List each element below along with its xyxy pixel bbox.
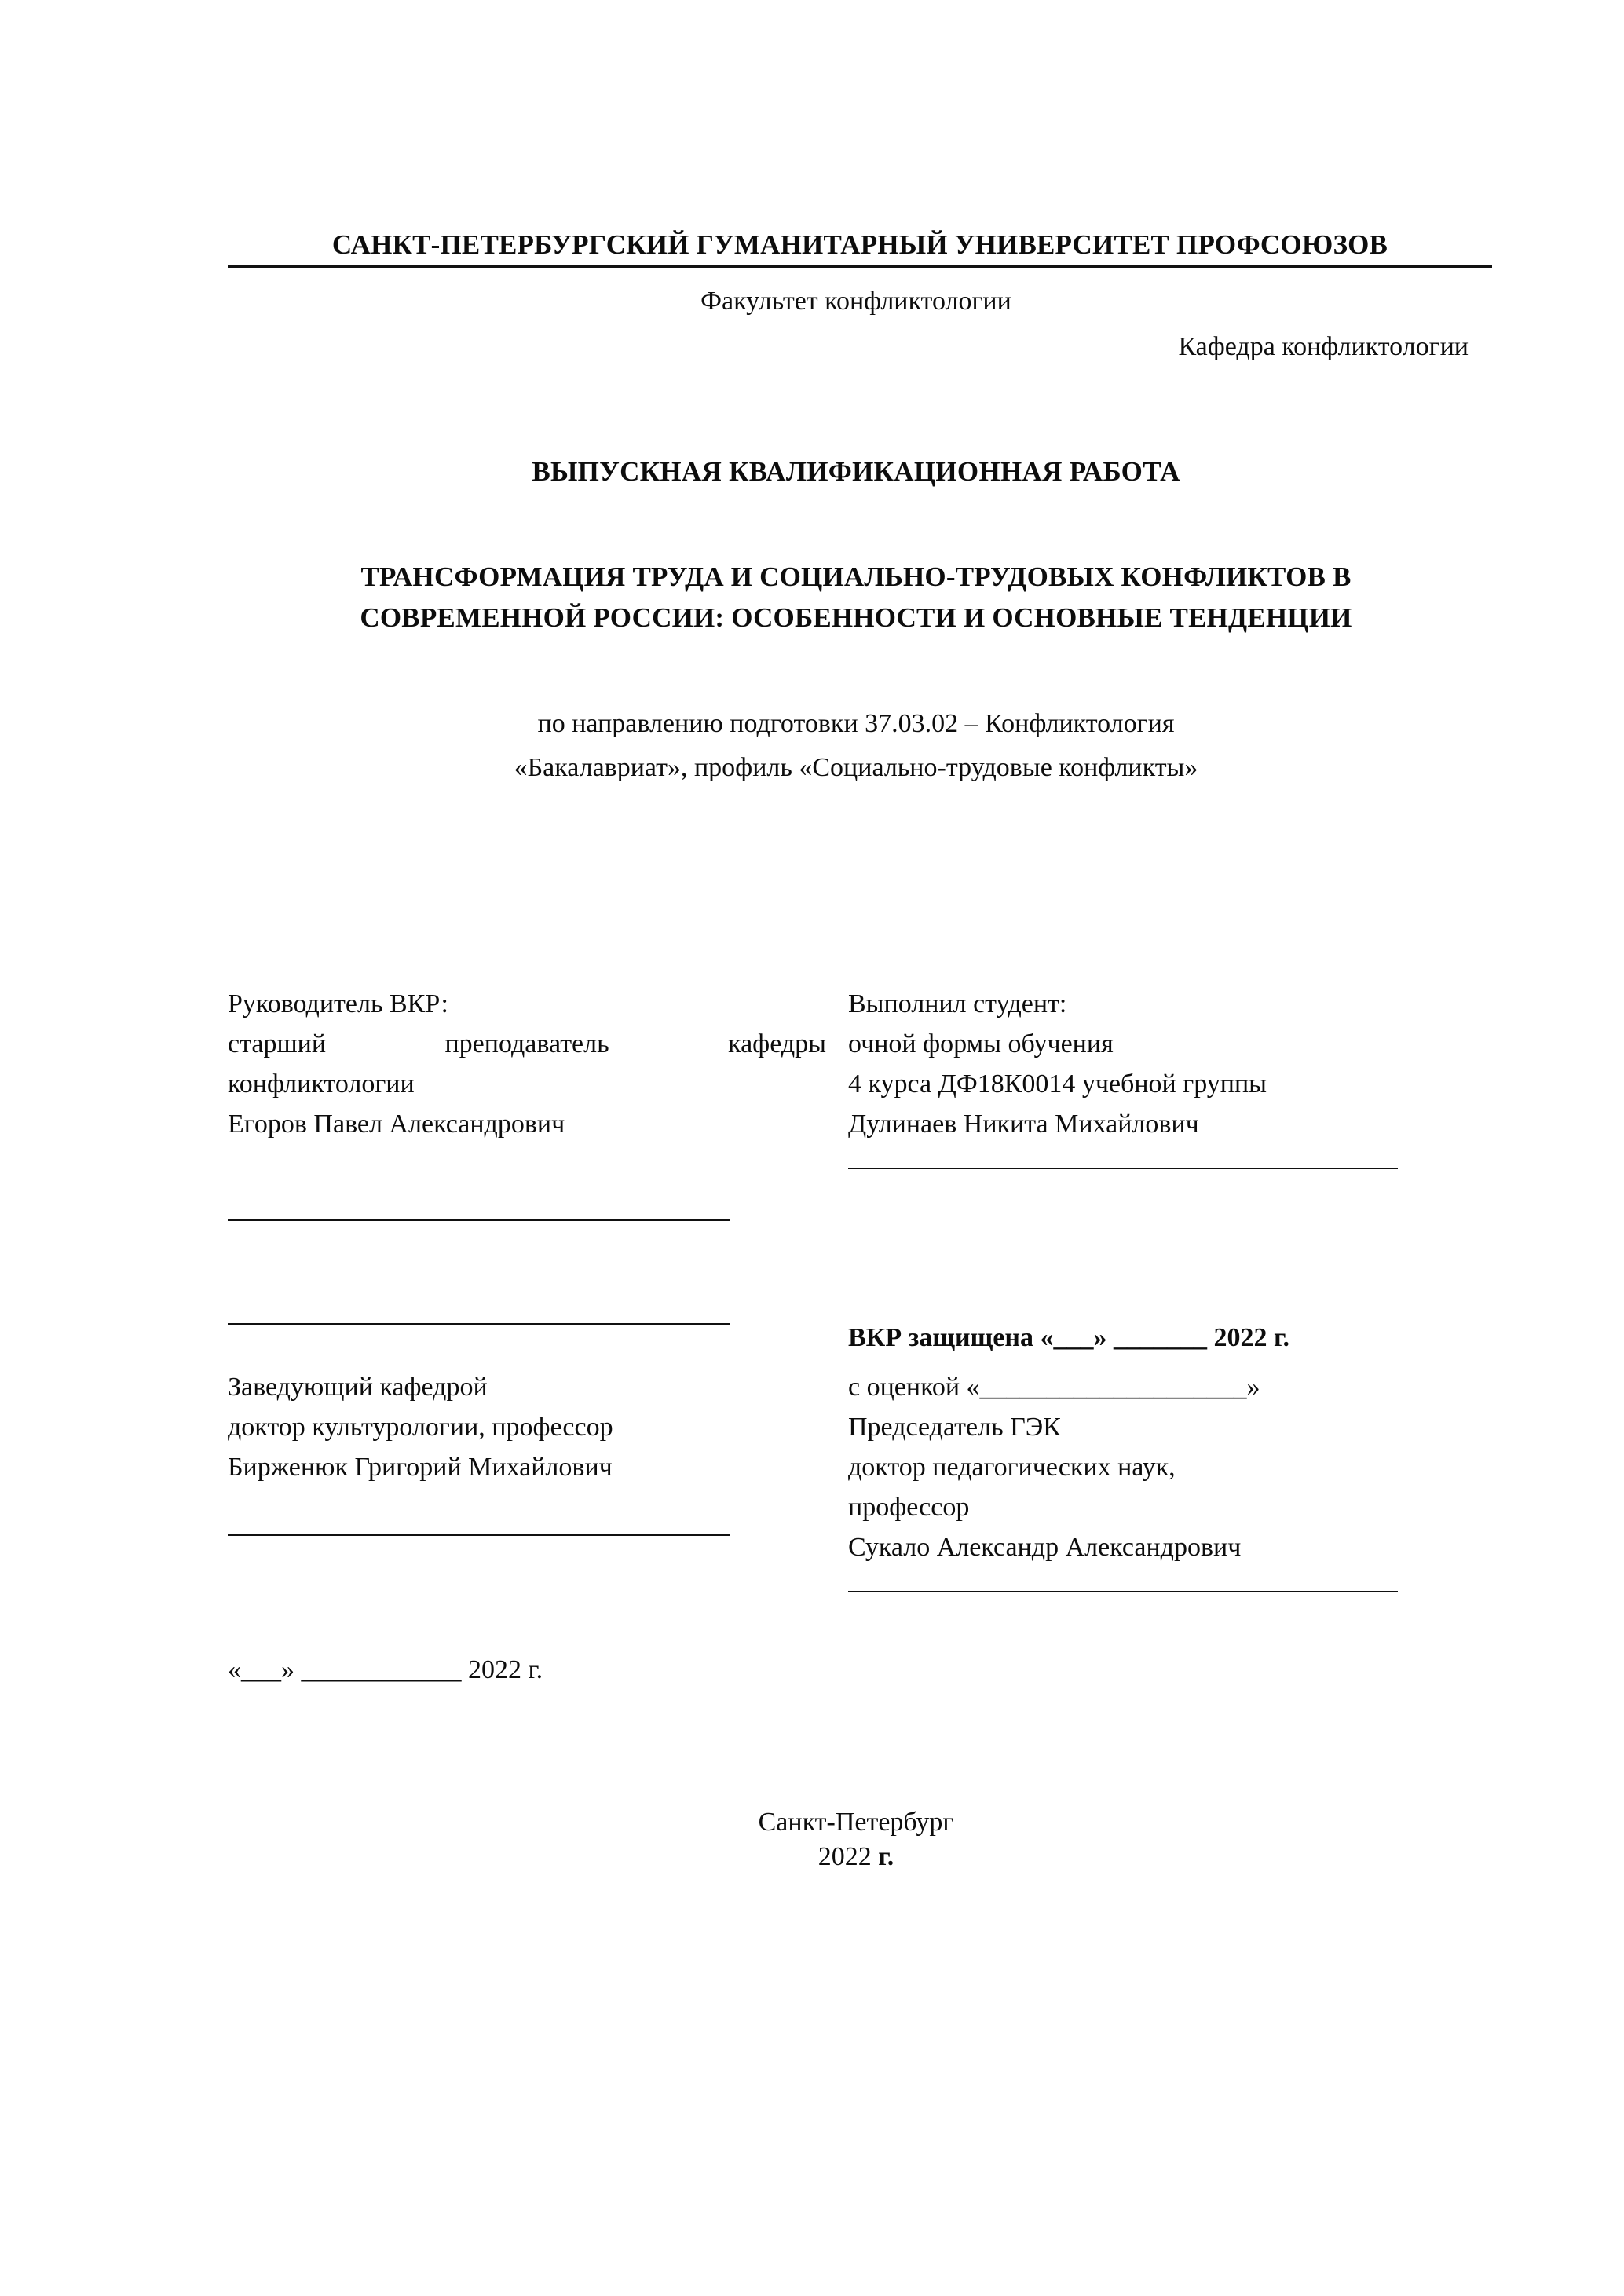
commission-chair-column: [840, 1367, 1461, 1592]
head-of-department-position: доктор культурологии, профессор: [228, 1413, 613, 1442]
student-name: Дулинаев Никита Михайлович: [848, 1110, 1199, 1139]
faculty-name: Факультет конфликтологии: [700, 287, 1011, 316]
year-line: [228, 1842, 1484, 1872]
student-group: 4 курса ДФ18К0014 учебной группы: [848, 1069, 1267, 1099]
date-line: «___» ____________ 2022 г.: [228, 1655, 543, 1685]
commission-chair-label: Председатель ГЭК: [848, 1413, 1061, 1442]
supervisor-column: [228, 984, 840, 1221]
thesis-title: ТРАНСФОРМАЦИЯ ТРУДА И СОЦИАЛЬНО-ТРУДОВЫХ КОНФЛИКТОВ В СОВРЕМЕННОЙ РОССИИ: ОСОБЕННОСТИ И ОСНОВНЫЕ ТЕНДЕНЦИИ: [360, 561, 1352, 633]
supervisor-name: Егоров Павел Александрович: [228, 1110, 565, 1139]
page-content: [228, 0, 1484, 1872]
supervisor-label: Руководитель ВКР:: [228, 989, 448, 1019]
defense-text: ВКР защищена «___» _______ 2022 г.: [848, 1323, 1290, 1353]
program-line-1: по направлению подготовки 37.03.02 – Конфликтология: [537, 708, 1175, 738]
grade-text: с оценкой «____________________»: [848, 1373, 1260, 1402]
head-signature-rule: [228, 1323, 730, 1325]
head-of-department-signature-rule: [228, 1534, 730, 1536]
defense-block: [228, 1323, 1484, 1353]
document-type: ВЫПУСКНАЯ КВАЛИФИКАЦИОННАЯ РАБОТА: [532, 456, 1180, 487]
university-name: САНКТ-ПЕТЕРБУРГСКИЙ ГУМАНИТАРНЫЙ УНИВЕРСИТЕТ ПРОФСОЮЗОВ: [228, 229, 1492, 268]
commission-chair-name: Сукало Александр Александрович: [848, 1533, 1242, 1563]
student-column: [840, 984, 1461, 1221]
head-of-department-column: [228, 1367, 840, 1592]
head-signature-column: [228, 1323, 840, 1353]
defense-column: [840, 1323, 1461, 1353]
commission-chair-signature-rule: [848, 1591, 1398, 1592]
supervisor-position-line-2: конфликтологии: [228, 1069, 415, 1099]
program-line-2: «Бакалавриат», профиль «Социально-трудовые конфликты»: [514, 752, 1198, 782]
city-name: Санкт-Петербург: [758, 1808, 954, 1837]
student-label: Выполнил студент:: [848, 989, 1067, 1019]
supervisor-signature-rule: [228, 1219, 730, 1221]
year-value: 2022: [817, 1841, 872, 1871]
year-suffix: г.: [878, 1841, 894, 1871]
signature-block-bottom: [228, 1367, 1484, 1592]
department-name: Кафедра конфликтологии: [1178, 332, 1469, 361]
commission-chair-position-line-2: профессор: [848, 1493, 970, 1523]
head-of-department-label: Заведующий кафедрой: [228, 1373, 488, 1402]
supervisor-position-line-1: старший преподаватель кафедры: [228, 1029, 826, 1059]
head-of-department-name: Бирженюк Григорий Михайлович: [228, 1453, 613, 1483]
student-form: очной формы обучения: [848, 1029, 1114, 1059]
commission-chair-position-line-1: доктор педагогических наук,: [848, 1453, 1176, 1483]
signature-block-top: [228, 984, 1484, 1221]
student-signature-rule: [848, 1168, 1398, 1169]
